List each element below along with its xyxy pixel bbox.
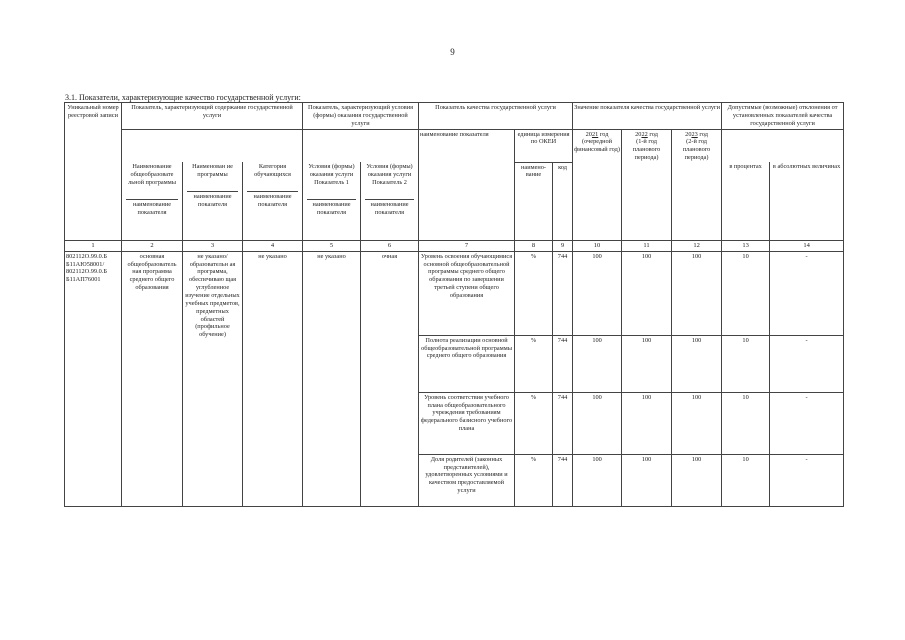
program-cell: основная общеобразователь ная программа среднего общего образования <box>122 251 183 506</box>
deviation-percent-cell: 10 <box>722 335 770 392</box>
condition-2-cell: очная <box>361 251 419 506</box>
value-year-3-cell: 100 <box>672 251 722 335</box>
header-unit-name: наимено-вание <box>515 162 553 240</box>
header-condition-1: Условия (формы) оказания услуги Показатель 1 наименование показателя <box>303 162 361 240</box>
value-year-1-cell: 100 <box>573 392 622 454</box>
deviation-absolute-cell: - <box>770 251 844 335</box>
header-year-1: 2021 год (очередной финансовый год) <box>573 129 622 240</box>
value-year-1-cell: 100 <box>573 251 622 335</box>
program-name-cell: не указано/ образовательн ая программа, обеспечиваю щая углубленное изучение отдельных учебных предметов, предметных областей (профильное обучение) <box>183 251 243 506</box>
header-quality-group: Показатель качества государственной услуги <box>419 103 573 130</box>
value-year-2-cell: 100 <box>622 392 672 454</box>
deviation-absolute-cell: - <box>770 392 844 454</box>
column-number: 2 <box>122 240 183 251</box>
header-year-3: 2023 год (2-й год планового периода) <box>672 129 722 240</box>
column-number: 8 <box>515 240 553 251</box>
unit-cell: % <box>515 454 553 506</box>
header-dev-percent: в процентах <box>722 162 770 240</box>
header-registry-number: Уникальный номер реестровой записи <box>65 103 122 241</box>
condition-1-cell: не указано <box>303 251 361 506</box>
value-year-2-cell: 100 <box>622 454 672 506</box>
deviation-absolute-cell: - <box>770 335 844 392</box>
unit-cell: % <box>515 335 553 392</box>
value-year-2-cell: 100 <box>622 251 672 335</box>
column-number: 9 <box>553 240 573 251</box>
header-year-2: 2022 год (1-й год планового периода) <box>622 129 672 240</box>
unit-code-cell: 744 <box>553 251 573 335</box>
registry-number-cell: 802112О.99.0.Б Б11АЮ58001/ 802112О.99.0.Б Б11АП76001 <box>65 251 122 506</box>
column-number: 13 <box>722 240 770 251</box>
value-year-1-cell: 100 <box>573 454 622 506</box>
table-row <box>65 251 844 335</box>
header-category: Категория обучающихся наименование показателя <box>243 162 303 240</box>
indicator-name-cell: Уровень соответствия учебного плана общеобразовательного учреждения требованиям федерального базисного учебного плана <box>419 392 515 454</box>
value-year-2-cell: 100 <box>622 335 672 392</box>
deviation-absolute-cell: - <box>770 454 844 506</box>
column-number: 6 <box>361 240 419 251</box>
unit-code-cell: 744 <box>553 335 573 392</box>
category-cell: не указано <box>243 251 303 506</box>
header-content-group: Показатель, характеризующий содержание государственной услуги <box>122 103 303 130</box>
header-values-group: Значение показателя качества государственной услуги <box>573 103 722 130</box>
column-number: 12 <box>672 240 722 251</box>
indicator-name-cell: Доля родителей (законных представителей), удовлетворенных условиями и качеством предоставляемой услуги <box>419 454 515 506</box>
value-year-3-cell: 100 <box>672 454 722 506</box>
column-number: 3 <box>183 240 243 251</box>
value-year-3-cell: 100 <box>672 335 722 392</box>
column-number: 11 <box>622 240 672 251</box>
header-conditions-group: Показатель, характеризующий условия (формы) оказания государственной услуги <box>303 103 419 130</box>
header-condition-2: Условия (формы) оказания услуги Показатель 2 наименование показателя <box>361 162 419 240</box>
column-number: 7 <box>419 240 515 251</box>
quality-indicators-table <box>64 102 844 507</box>
deviation-percent-cell: 10 <box>722 251 770 335</box>
unit-code-cell: 744 <box>553 454 573 506</box>
page-number: 9 <box>450 47 455 57</box>
value-year-3-cell: 100 <box>672 392 722 454</box>
column-number: 5 <box>303 240 361 251</box>
column-number: 14 <box>770 240 844 251</box>
header-unit: единица измерения по ОКЕИ <box>515 129 573 162</box>
header-program-name: Наименован ие программы наименование показателя <box>183 162 243 240</box>
unit-cell: % <box>515 392 553 454</box>
unit-cell: % <box>515 251 553 335</box>
value-year-1-cell: 100 <box>573 335 622 392</box>
header-unit-code: код <box>553 162 573 240</box>
column-number: 4 <box>243 240 303 251</box>
section-title: 3.1. Показатели, характеризующие качество государственной услуги: <box>65 93 301 102</box>
deviation-percent-cell: 10 <box>722 454 770 506</box>
column-number: 1 <box>65 240 122 251</box>
header-program: Наименование общеобразовате льной программы наименование показателя <box>122 162 183 240</box>
header-indicator-name: наименование показателя <box>419 129 515 240</box>
header-deviation-group: Допустимые (возможные) отклонения от установленных показателей качества государственной услуги <box>722 103 844 130</box>
header-dev-absolute: в абсолютных величинах <box>770 162 844 240</box>
column-number: 10 <box>573 240 622 251</box>
indicator-name-cell: Уровень освоения обучающимися основной общеобразовательной программы среднего общего образования по завершении третьей ступени общего образования <box>419 251 515 335</box>
deviation-percent-cell: 10 <box>722 392 770 454</box>
unit-code-cell: 744 <box>553 392 573 454</box>
indicator-name-cell: Полнота реализации основной общеобразовательной программы среднего общего образования <box>419 335 515 392</box>
